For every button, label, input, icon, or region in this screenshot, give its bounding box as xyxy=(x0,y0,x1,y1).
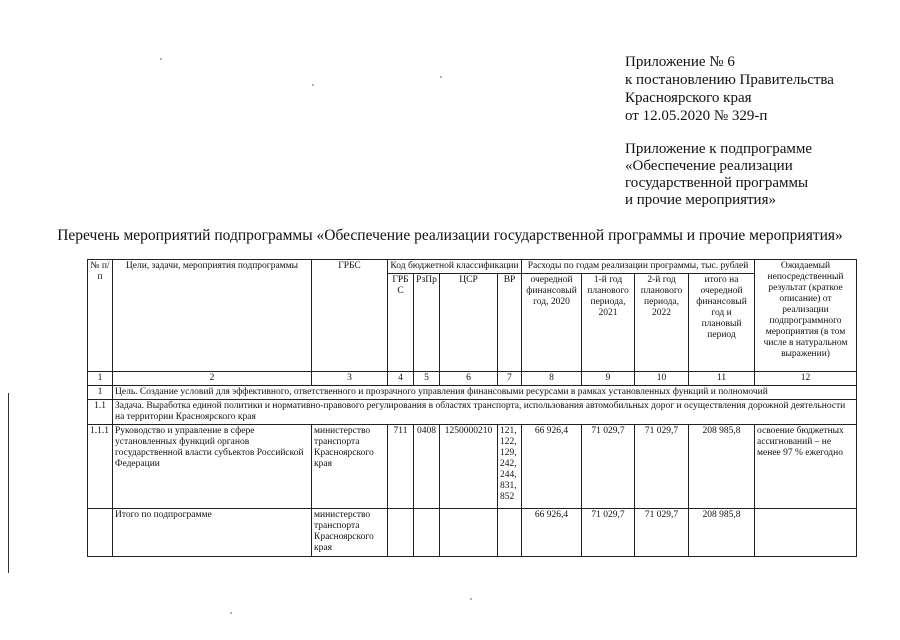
scan-speck xyxy=(470,598,472,600)
column-number: 10 xyxy=(635,372,689,386)
column-number: 2 xyxy=(113,372,312,386)
subtotal-2020: 66 926,4 xyxy=(522,509,582,557)
activity-code-grbs: 711 xyxy=(388,425,414,509)
approval-line: Приложение № 6 xyxy=(625,54,735,70)
activity-2020: 66 926,4 xyxy=(522,425,582,509)
subheader-code-grbs: ГРБС xyxy=(388,274,414,372)
approval-block xyxy=(625,53,885,125)
activity-code-vr: 121, 122, 129, 242, 244, 831, 852 xyxy=(498,425,522,509)
column-number: 3 xyxy=(312,372,388,386)
goal-num: 1 xyxy=(88,386,113,400)
activity-grbs: министерство транспорта Красноярского края xyxy=(312,425,388,509)
activity-name: Руководство и управление в сфере установленных функций органов государственной власти субъектов Российской Федерации xyxy=(113,425,312,509)
activity-2021: 71 029,7 xyxy=(582,425,635,509)
subtotal-code-csr xyxy=(440,509,498,557)
column-number: 11 xyxy=(689,372,755,386)
scan-speck xyxy=(230,612,232,614)
subtotal-2021: 71 029,7 xyxy=(582,509,635,557)
column-number: 1 xyxy=(88,372,113,386)
subheader-code-rzpr: РзПр xyxy=(414,274,440,372)
activity-code-csr: 1250000210 xyxy=(440,425,498,509)
approval-line: Красноярского края xyxy=(625,90,752,106)
column-number: 9 xyxy=(582,372,635,386)
scan-speck xyxy=(312,84,314,86)
scan-speck xyxy=(440,76,442,78)
subtotal-result xyxy=(755,509,857,557)
header-expenses: Расходы по годам реализации программы, тыс. рублей xyxy=(522,260,755,274)
column-number: 8 xyxy=(522,372,582,386)
attachment-line: государственной программы xyxy=(625,175,809,191)
goal-text: Цель. Создание условий для эффективного, ответственного и прозрачного управления финансовыми ресурсами в рамках установленных функций и полномочий xyxy=(113,386,857,400)
subtotal-name: Итого по подпрограмме xyxy=(113,509,312,557)
header-goals: Цели, задачи, мероприятия подпрограммы xyxy=(113,260,312,372)
column-number: 4 xyxy=(388,372,414,386)
activity-num: 1.1.1 xyxy=(88,425,113,509)
header-budget-code: Код бюджетной классификации xyxy=(388,260,522,274)
attachment-line: Приложение к подпрограмме xyxy=(625,141,813,157)
activity-total: 208 985,8 xyxy=(689,425,755,509)
header-grbs: ГРБС xyxy=(312,260,388,372)
task-num: 1.1 xyxy=(88,400,113,425)
column-number: 5 xyxy=(414,372,440,386)
subheader-code-csr: ЦСР xyxy=(440,274,498,372)
activities-table xyxy=(87,259,857,557)
subtotal-row xyxy=(88,509,857,557)
attachment-line: «Обеспечение реализации xyxy=(625,158,793,174)
subheader-2021: 1-й год планового периода, 2021 xyxy=(582,274,635,372)
activity-result: освоение бюджетных ассигнований – не менее 97 % ежегодно xyxy=(755,425,857,509)
scan-speck xyxy=(160,58,162,60)
goal-row xyxy=(88,386,857,400)
scan-margin-line xyxy=(8,393,9,573)
attachment-block xyxy=(625,141,885,209)
activity-2022: 71 029,7 xyxy=(635,425,689,509)
approval-line: от 12.05.2020 № 329-п xyxy=(625,108,768,124)
subheader-code-vr: ВР xyxy=(498,274,522,372)
approval-line: к постановлению Правительства xyxy=(625,72,834,88)
subtotal-code-grbs xyxy=(388,509,414,557)
subheader-2022: 2-й год планового периода, 2022 xyxy=(635,274,689,372)
header-num: № п/п xyxy=(88,260,113,372)
activity-code-rzpr: 0408 xyxy=(414,425,440,509)
column-number: 12 xyxy=(755,372,857,386)
column-number: 6 xyxy=(440,372,498,386)
activity-row xyxy=(88,425,857,509)
attachment-line: и прочие мероприятия» xyxy=(625,192,776,208)
document-title: Перечень мероприятий подпрограммы «Обеспечение реализации государственной программы и прочие мероприятия» xyxy=(57,227,843,244)
subtotal-grbs: министерство транспорта Красноярского края xyxy=(312,509,388,557)
subtotal-num xyxy=(88,509,113,557)
subtotal-total: 208 985,8 xyxy=(689,509,755,557)
task-text: Задача. Выработка единой политики и нормативно-правового регулирования в областях транспорта, использования автомобильных дорог и осуществления дорожной деятельности на территории Красноярского края xyxy=(113,400,857,425)
task-row xyxy=(88,400,857,425)
subheader-total: итого на очередной финансовый год и плановый период xyxy=(689,274,755,372)
header-expected-result: Ожидаемый непосредственный результат (краткое описание) от реализации подпрограммного мероприятия (в том числе в натуральном выражении) xyxy=(755,260,857,372)
subheader-2020: очередной финансовый год, 2020 xyxy=(522,274,582,372)
column-number-row xyxy=(88,372,857,386)
subtotal-2022: 71 029,7 xyxy=(635,509,689,557)
column-number: 7 xyxy=(498,372,522,386)
header-row xyxy=(88,260,857,274)
subtotal-code-rzpr xyxy=(414,509,440,557)
subtotal-code-vr xyxy=(498,509,522,557)
